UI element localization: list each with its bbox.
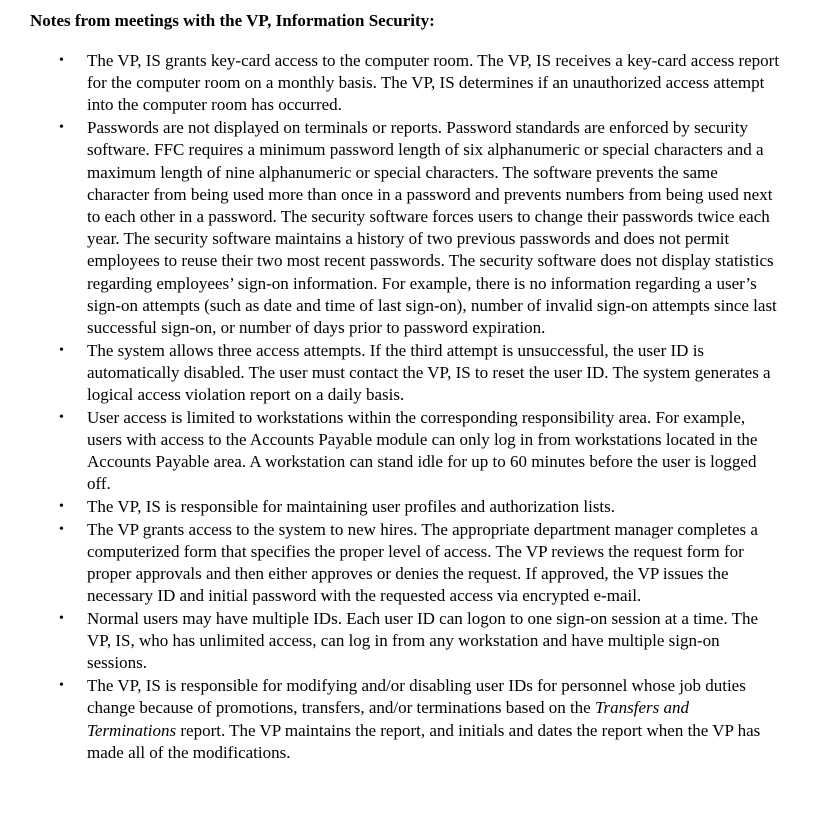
- bullet-icon: •: [59, 53, 64, 68]
- list-item-text-before: The VP, IS is responsible for modifying and/or disabling user IDs for personnel whose job duties change because of promotions, transfers, and/or terminations based on the: [87, 676, 746, 718]
- bullet-icon: •: [59, 120, 64, 136]
- bullet-icon: •: [59, 342, 64, 358]
- bullet-icon: •: [59, 521, 64, 537]
- list-item-text: The VP grants access to the system to new hires. The appropriate department manager completes a computerized form that specifies the proper level of access. The VP reviews the request form for proper approvals and then either approves or denies the request. If approved, the VP issues the necessary ID and initial password with the requested access via encrypted e-mail.: [87, 519, 758, 606]
- list-item-text: Passwords are not displayed on terminals or reports. Password standards are enforced by security software. FFC requires a minimum password length of six alphanumeric or special characters and a maximum length of nine alphanumeric or special characters. The software prevents the same character from being used more than once in a password and prevents numbers from being used next to each other in a password. The security software forces users to change their passwords twice each year. The security software maintains a history of two previous passwords and does not permit employees to reuse their two most recent passwords. The security software does not display statistics regarding employees’ sign-on information. For example, there is no information regarding a user’s sign-on attempts (such as date and time of last sign-on), number of invalid sign-on attempts since last successful sign-on, or number of days prior to password expiration.: [87, 118, 777, 337]
- list-item-text: The VP, IS is responsible for maintaining user profiles and authorization lists.: [87, 497, 616, 517]
- list-item: [30, 608, 780, 675]
- document: [30, 10, 780, 765]
- bullet-icon: •: [59, 611, 64, 627]
- notes-list: [30, 50, 780, 764]
- list-item: [30, 407, 780, 496]
- list-item: [30, 519, 780, 608]
- bullet-icon: •: [59, 678, 64, 694]
- list-item-text: User access is limited to workstations within the corresponding responsibility area. For example, users with access to the Accounts Payable module can only log in from workstations located in the Accounts Payable area. A workstation can stand idle for up to 60 minutes before the user is logged off.: [87, 407, 758, 494]
- list-item-text-after: report. The VP maintains the report, and initials and dates the report when the VP has made all of the modifications.: [87, 720, 761, 762]
- list-item-text: The system allows three access attempts. If the third attempt is unsuccessful, the user ID is automatically disabled. The user must contact the VP, IS to reset the user ID. The system generates a logical access violation report on a daily basis.: [87, 340, 771, 405]
- list-item: [30, 675, 780, 764]
- bullet-icon: •: [59, 409, 64, 425]
- list-item: [30, 340, 780, 407]
- bullet-icon: •: [59, 499, 64, 515]
- list-item: [30, 117, 780, 339]
- list-item-text: The VP, IS grants key-card access to the computer room. The VP, IS receives a key-card access report for the computer room on a monthly basis. The VP, IS determines if an unauthorized access attempt into the computer room has occurred.: [87, 51, 780, 115]
- list-item: [30, 50, 780, 117]
- notes-heading: Notes from meetings with the VP, Information Security:: [30, 11, 435, 30]
- list-item-text: Normal users may have multiple IDs. Each user ID can logon to one sign-on session at a time. The VP, IS, who has unlimited access, can log in from any workstation and have multiple sign-on sessions.: [87, 609, 759, 673]
- report-title-italic: Transfers and Terminations: [87, 698, 689, 740]
- list-item: [30, 496, 780, 518]
